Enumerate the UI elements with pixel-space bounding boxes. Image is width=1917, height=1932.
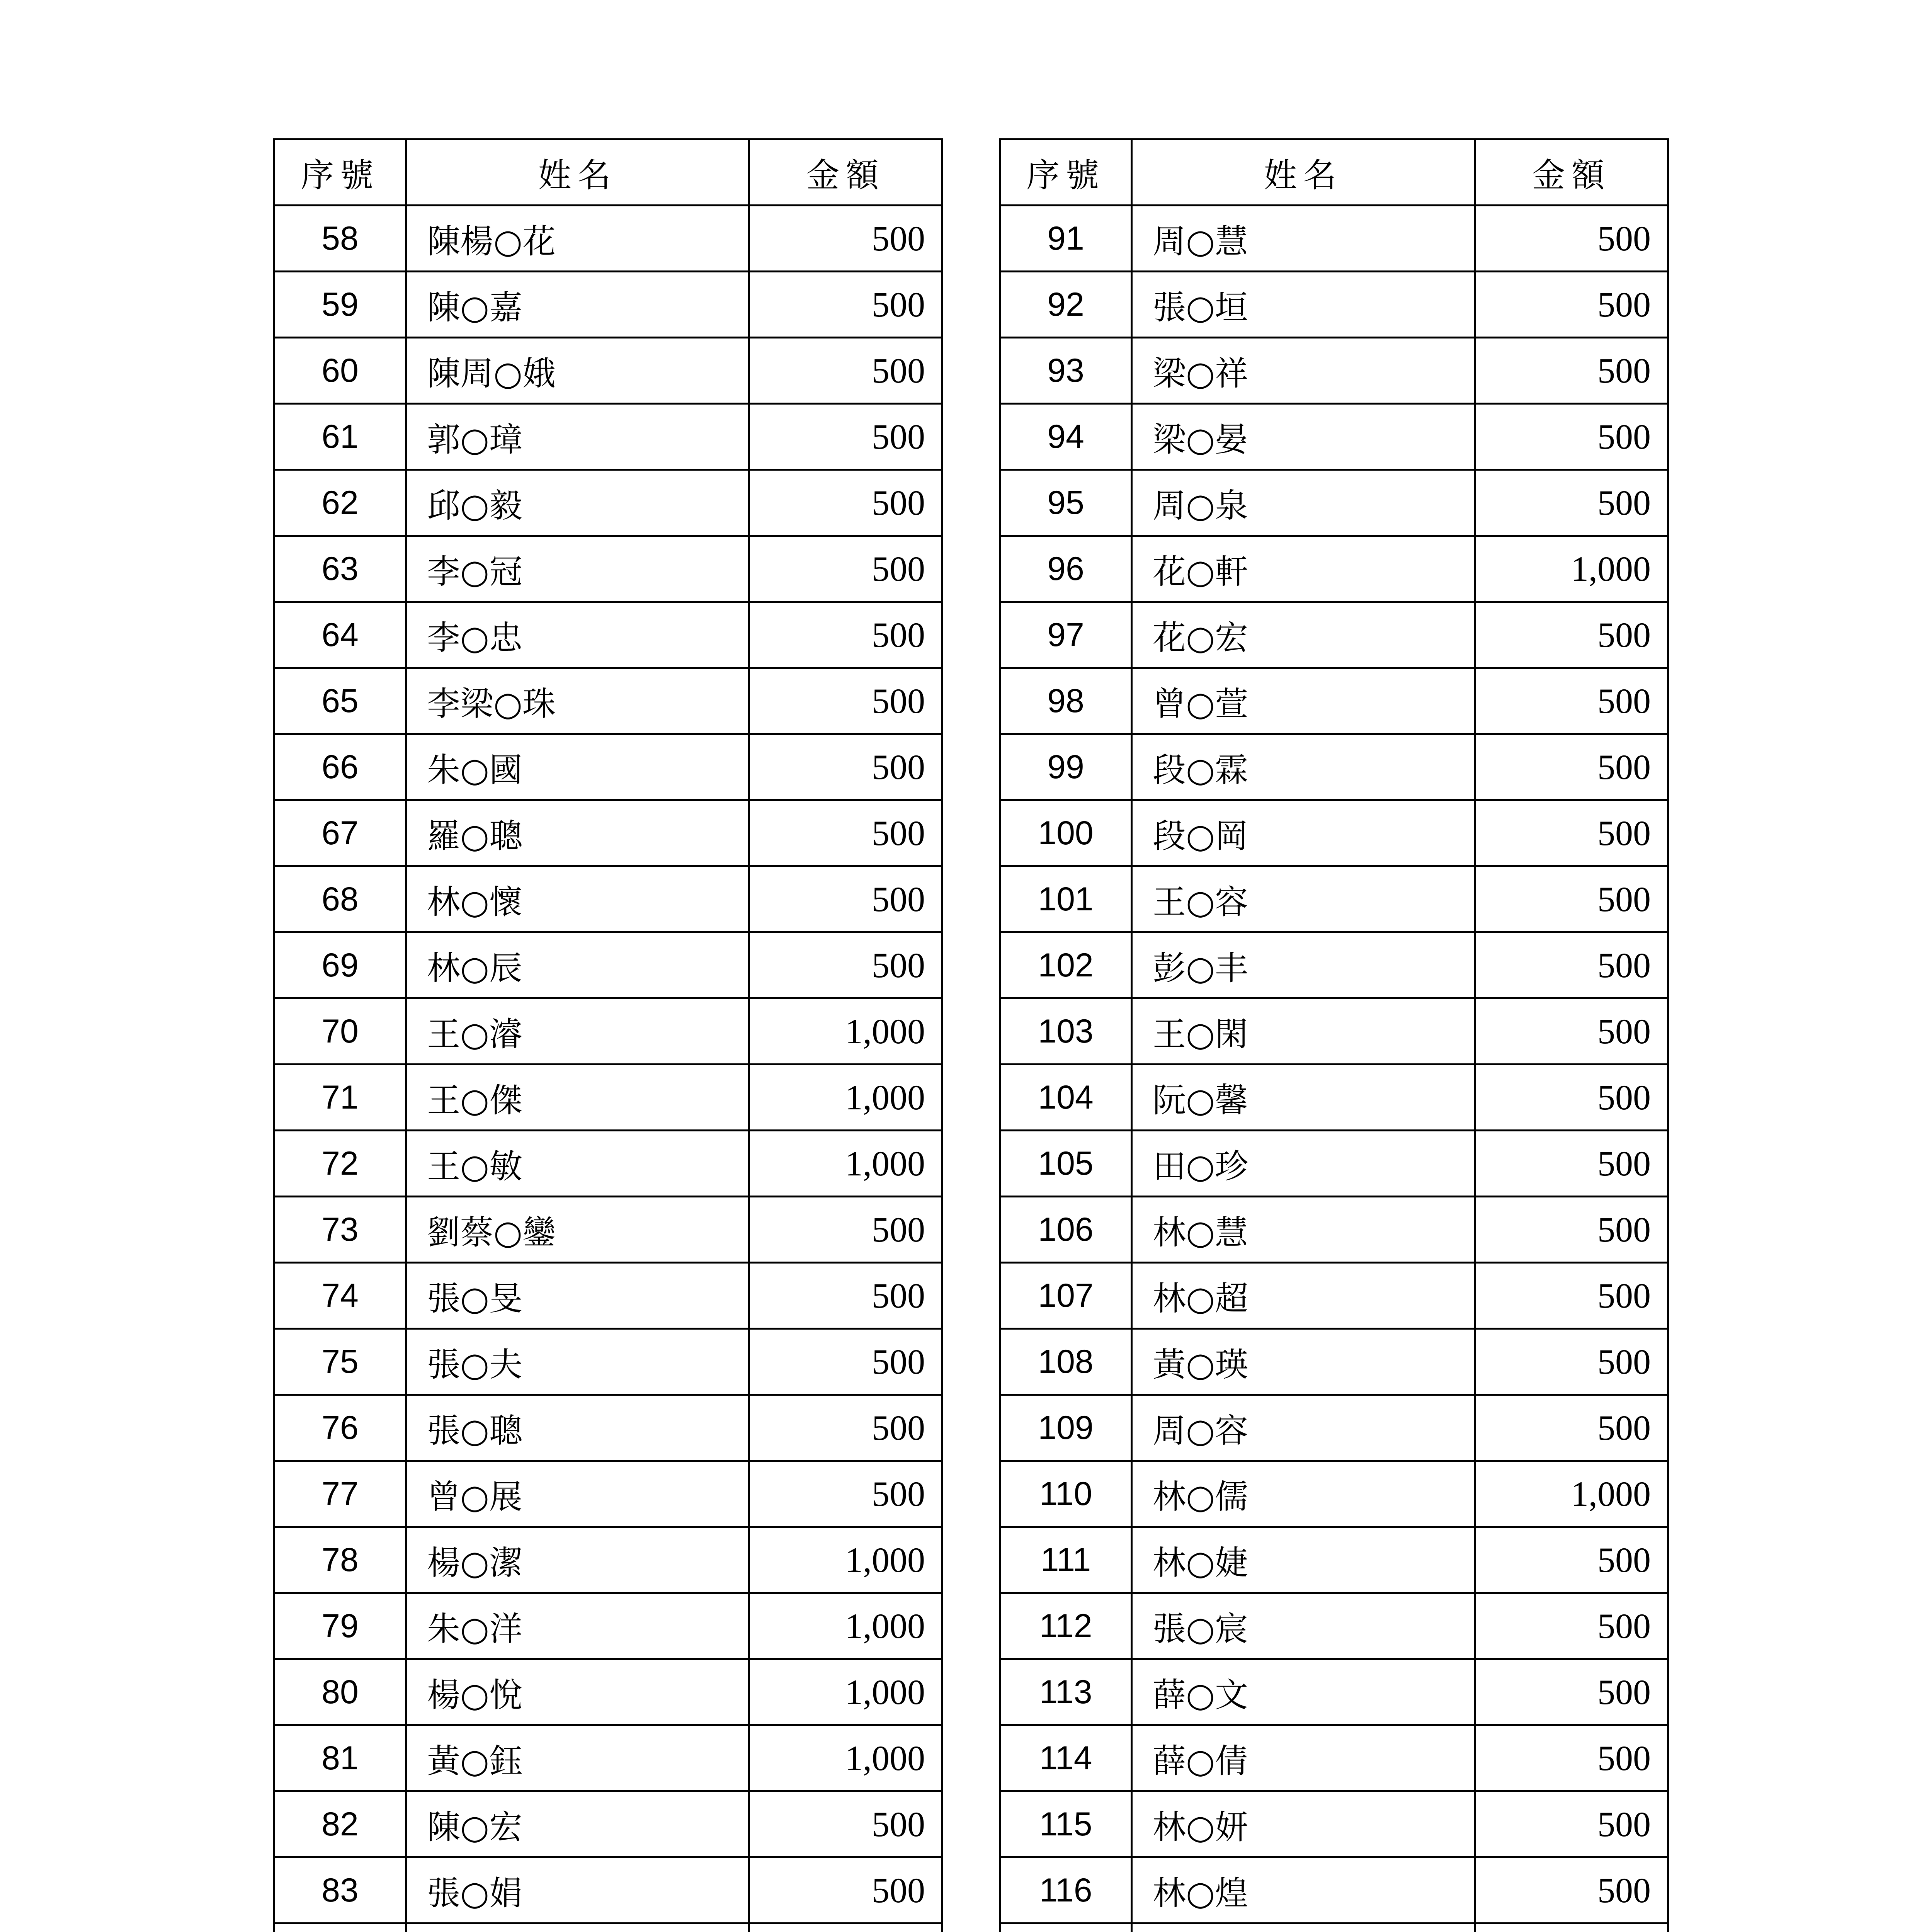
row-amount-cell: 500 bbox=[1475, 272, 1668, 338]
row-number-cell: 108 bbox=[1000, 1329, 1132, 1395]
row-name-cell: 林○超 bbox=[1132, 1263, 1475, 1329]
table-row bbox=[1000, 1461, 1668, 1527]
row-name-cell bbox=[1132, 1923, 1475, 1932]
row-amount-cell: 500 bbox=[749, 734, 942, 800]
row-number-cell: 82 bbox=[274, 1791, 406, 1857]
row-amount-cell: 500 bbox=[1475, 800, 1668, 866]
row-number-cell: 107 bbox=[1000, 1263, 1132, 1329]
table-row bbox=[274, 1725, 942, 1791]
row-name-cell: 王○容 bbox=[1132, 866, 1475, 932]
row-number-cell: 91 bbox=[1000, 206, 1132, 272]
row-amount-cell: 500 bbox=[749, 1461, 942, 1527]
row-number-cell: 111 bbox=[1000, 1527, 1132, 1593]
row-amount-cell: 500 bbox=[749, 536, 942, 602]
row-name-cell: 張○宸 bbox=[1132, 1593, 1475, 1659]
row-number-cell: 76 bbox=[274, 1395, 406, 1461]
table-row bbox=[274, 1395, 942, 1461]
row-amount-cell: 500 bbox=[1475, 1263, 1668, 1329]
row-amount-cell: 500 bbox=[1475, 1659, 1668, 1725]
table-row bbox=[274, 206, 942, 272]
row-number-cell: 74 bbox=[274, 1263, 406, 1329]
row-number-cell: 65 bbox=[274, 668, 406, 734]
row-number-cell: 106 bbox=[1000, 1197, 1132, 1263]
row-amount-cell bbox=[1475, 1923, 1668, 1932]
row-amount-cell: 500 bbox=[1475, 1791, 1668, 1857]
row-number-cell: 98 bbox=[1000, 668, 1132, 734]
header-name: 姓名 bbox=[406, 139, 749, 206]
row-name-cell: 林○煌 bbox=[1132, 1857, 1475, 1923]
table-row bbox=[274, 1329, 942, 1395]
table-row bbox=[274, 1461, 942, 1527]
row-amount-cell: 1,000 bbox=[749, 1725, 942, 1791]
row-amount-cell: 500 bbox=[1475, 1197, 1668, 1263]
table-row bbox=[1000, 602, 1668, 668]
row-amount-cell: 500 bbox=[1475, 338, 1668, 404]
row-amount-cell: 500 bbox=[1475, 602, 1668, 668]
row-name-cell: 王○傑 bbox=[406, 1065, 749, 1131]
row-amount-cell: 500 bbox=[749, 338, 942, 404]
row-name-cell: 曾○萱 bbox=[1132, 668, 1475, 734]
table-row bbox=[274, 1857, 942, 1923]
row-amount-cell: 1,000 bbox=[749, 1065, 942, 1131]
row-number-cell: 116 bbox=[1000, 1857, 1132, 1923]
row-name-cell: 楊○悅 bbox=[406, 1659, 749, 1725]
row-amount-cell: 500 bbox=[1475, 404, 1668, 470]
table-row bbox=[1000, 338, 1668, 404]
row-amount-cell: 500 bbox=[1475, 1395, 1668, 1461]
row-name-cell: 郭○璋 bbox=[406, 404, 749, 470]
table-row bbox=[274, 1527, 942, 1593]
row-amount-cell: 500 bbox=[749, 800, 942, 866]
row-name-cell: 黃○瑛 bbox=[1132, 1329, 1475, 1395]
row-amount-cell: 500 bbox=[749, 404, 942, 470]
row-number-cell: 100 bbox=[1000, 800, 1132, 866]
table-header-row bbox=[1000, 139, 1668, 206]
row-number-cell: 112 bbox=[1000, 1593, 1132, 1659]
table-row bbox=[274, 338, 942, 404]
row-name-cell: 張○聰 bbox=[406, 1395, 749, 1461]
row-name-cell: 段○岡 bbox=[1132, 800, 1475, 866]
row-number-cell: 115 bbox=[1000, 1791, 1132, 1857]
row-number-cell: 94 bbox=[1000, 404, 1132, 470]
row-number-cell: 114 bbox=[1000, 1725, 1132, 1791]
row-amount-cell: 500 bbox=[1475, 470, 1668, 536]
row-amount-cell: 1,000 bbox=[1475, 536, 1668, 602]
table-row bbox=[274, 1065, 942, 1131]
row-number-cell bbox=[274, 1923, 406, 1932]
row-amount-cell: 500 bbox=[1475, 1065, 1668, 1131]
table-row bbox=[1000, 1593, 1668, 1659]
row-number-cell: 93 bbox=[1000, 338, 1132, 404]
table-row bbox=[1000, 1395, 1668, 1461]
row-number-cell: 109 bbox=[1000, 1395, 1132, 1461]
table-row bbox=[274, 800, 942, 866]
table-row bbox=[1000, 932, 1668, 998]
row-number-cell: 79 bbox=[274, 1593, 406, 1659]
row-name-cell: 林○辰 bbox=[406, 932, 749, 998]
row-amount-cell: 1,000 bbox=[749, 1131, 942, 1197]
table-row bbox=[1000, 272, 1668, 338]
donation-table-left bbox=[273, 138, 943, 1932]
row-number-cell: 66 bbox=[274, 734, 406, 800]
table-row bbox=[1000, 1791, 1668, 1857]
row-name-cell: 邱○毅 bbox=[406, 470, 749, 536]
donation-table-right bbox=[999, 138, 1669, 1932]
row-name-cell: 劉蔡○鑾 bbox=[406, 1197, 749, 1263]
table-row bbox=[1000, 404, 1668, 470]
table-row bbox=[1000, 536, 1668, 602]
header-amount: 金額 bbox=[1475, 139, 1668, 206]
row-name-cell: 陳○宏 bbox=[406, 1791, 749, 1857]
row-name-cell: 王○敏 bbox=[406, 1131, 749, 1197]
row-name-cell: 李○冠 bbox=[406, 536, 749, 602]
table-row bbox=[1000, 1527, 1668, 1593]
row-name-cell: 段○霖 bbox=[1132, 734, 1475, 800]
row-number-cell: 64 bbox=[274, 602, 406, 668]
row-number-cell: 59 bbox=[274, 272, 406, 338]
row-amount-cell: 1,000 bbox=[749, 1659, 942, 1725]
row-number-cell: 80 bbox=[274, 1659, 406, 1725]
row-number-cell bbox=[1000, 1923, 1132, 1932]
row-amount-cell: 500 bbox=[1475, 206, 1668, 272]
row-number-cell: 75 bbox=[274, 1329, 406, 1395]
row-name-cell: 張○娟 bbox=[406, 1857, 749, 1923]
row-number-cell: 96 bbox=[1000, 536, 1132, 602]
row-amount-cell: 500 bbox=[1475, 734, 1668, 800]
row-amount-cell: 500 bbox=[749, 932, 942, 998]
row-name-cell: 張○旻 bbox=[406, 1263, 749, 1329]
row-number-cell: 63 bbox=[274, 536, 406, 602]
row-amount-cell: 1,000 bbox=[749, 1593, 942, 1659]
row-amount-cell: 500 bbox=[1475, 1725, 1668, 1791]
table-row bbox=[1000, 734, 1668, 800]
table-row bbox=[274, 470, 942, 536]
row-amount-cell: 500 bbox=[1475, 866, 1668, 932]
row-name-cell: 阮○馨 bbox=[1132, 1065, 1475, 1131]
table-header-row bbox=[274, 139, 942, 206]
table-row bbox=[274, 932, 942, 998]
row-amount-cell: 500 bbox=[749, 1329, 942, 1395]
row-name-cell: 梁○晏 bbox=[1132, 404, 1475, 470]
table-body bbox=[274, 206, 942, 1932]
row-name-cell: 田○珍 bbox=[1132, 1131, 1475, 1197]
row-number-cell: 70 bbox=[274, 998, 406, 1065]
row-amount-cell: 500 bbox=[749, 272, 942, 338]
row-name-cell: 張○夫 bbox=[406, 1329, 749, 1395]
row-number-cell: 110 bbox=[1000, 1461, 1132, 1527]
header-number: 序號 bbox=[1000, 139, 1132, 206]
row-amount-cell: 1,000 bbox=[1475, 1461, 1668, 1527]
row-name-cell: 林○懷 bbox=[406, 866, 749, 932]
row-amount-cell: 500 bbox=[1475, 1329, 1668, 1395]
row-name-cell: 花○軒 bbox=[1132, 536, 1475, 602]
row-name-cell: 李梁○珠 bbox=[406, 668, 749, 734]
table-row bbox=[1000, 1857, 1668, 1923]
row-name-cell: 林○慧 bbox=[1132, 1197, 1475, 1263]
table-row bbox=[1000, 1263, 1668, 1329]
row-number-cell: 113 bbox=[1000, 1659, 1132, 1725]
row-name-cell: 陳○嘉 bbox=[406, 272, 749, 338]
row-amount-cell bbox=[749, 1923, 942, 1932]
row-amount-cell: 500 bbox=[749, 1395, 942, 1461]
row-number-cell: 95 bbox=[1000, 470, 1132, 536]
row-amount-cell: 500 bbox=[1475, 1857, 1668, 1923]
row-name-cell: 王○濬 bbox=[406, 998, 749, 1065]
row-name-cell: 羅○聰 bbox=[406, 800, 749, 866]
header-name: 姓名 bbox=[1132, 139, 1475, 206]
row-number-cell: 102 bbox=[1000, 932, 1132, 998]
table-row bbox=[274, 734, 942, 800]
row-amount-cell: 500 bbox=[1475, 1131, 1668, 1197]
table-row bbox=[274, 1263, 942, 1329]
row-number-cell: 78 bbox=[274, 1527, 406, 1593]
table-row bbox=[1000, 866, 1668, 932]
row-name-cell: 周○泉 bbox=[1132, 470, 1475, 536]
row-number-cell: 58 bbox=[274, 206, 406, 272]
table-row bbox=[1000, 206, 1668, 272]
table-row bbox=[274, 1791, 942, 1857]
row-name-cell: 周○慧 bbox=[1132, 206, 1475, 272]
row-name-cell: 花○宏 bbox=[1132, 602, 1475, 668]
table-row bbox=[274, 1923, 942, 1932]
table-row bbox=[274, 404, 942, 470]
table-row bbox=[274, 866, 942, 932]
row-number-cell: 62 bbox=[274, 470, 406, 536]
table-row bbox=[274, 1593, 942, 1659]
table-row bbox=[274, 602, 942, 668]
row-name-cell: 林○儒 bbox=[1132, 1461, 1475, 1527]
row-name-cell: 梁○祥 bbox=[1132, 338, 1475, 404]
row-amount-cell: 500 bbox=[1475, 1527, 1668, 1593]
row-amount-cell: 500 bbox=[749, 1197, 942, 1263]
row-number-cell: 67 bbox=[274, 800, 406, 866]
row-amount-cell: 1,000 bbox=[749, 1527, 942, 1593]
row-name-cell: 黃○鈺 bbox=[406, 1725, 749, 1791]
row-number-cell: 69 bbox=[274, 932, 406, 998]
table-row bbox=[1000, 1659, 1668, 1725]
row-name-cell: 朱○國 bbox=[406, 734, 749, 800]
row-number-cell: 83 bbox=[274, 1857, 406, 1923]
row-number-cell: 99 bbox=[1000, 734, 1132, 800]
row-name-cell: 周○容 bbox=[1132, 1395, 1475, 1461]
row-name-cell: 彭○丰 bbox=[1132, 932, 1475, 998]
row-number-cell: 97 bbox=[1000, 602, 1132, 668]
row-number-cell: 104 bbox=[1000, 1065, 1132, 1131]
row-number-cell: 103 bbox=[1000, 998, 1132, 1065]
row-amount-cell: 500 bbox=[749, 1791, 942, 1857]
row-name-cell: 張○垣 bbox=[1132, 272, 1475, 338]
table-row bbox=[274, 668, 942, 734]
row-number-cell: 60 bbox=[274, 338, 406, 404]
table-row bbox=[1000, 1131, 1668, 1197]
table-body bbox=[1000, 206, 1668, 1932]
row-amount-cell: 500 bbox=[1475, 668, 1668, 734]
table-row bbox=[274, 1197, 942, 1263]
row-amount-cell: 500 bbox=[749, 470, 942, 536]
table-row bbox=[1000, 1197, 1668, 1263]
table-row bbox=[1000, 1725, 1668, 1791]
table-row bbox=[274, 1131, 942, 1197]
table-row bbox=[274, 272, 942, 338]
row-number-cell: 77 bbox=[274, 1461, 406, 1527]
row-name-cell bbox=[406, 1923, 749, 1932]
row-amount-cell: 500 bbox=[749, 1857, 942, 1923]
row-amount-cell: 1,000 bbox=[749, 998, 942, 1065]
table-row bbox=[1000, 668, 1668, 734]
row-number-cell: 71 bbox=[274, 1065, 406, 1131]
row-number-cell: 72 bbox=[274, 1131, 406, 1197]
row-name-cell: 曾○展 bbox=[406, 1461, 749, 1527]
row-amount-cell: 500 bbox=[749, 602, 942, 668]
row-name-cell: 朱○洋 bbox=[406, 1593, 749, 1659]
row-name-cell: 林○妍 bbox=[1132, 1791, 1475, 1857]
row-number-cell: 101 bbox=[1000, 866, 1132, 932]
table-row bbox=[1000, 1923, 1668, 1932]
row-number-cell: 61 bbox=[274, 404, 406, 470]
row-number-cell: 92 bbox=[1000, 272, 1132, 338]
table-row bbox=[1000, 1329, 1668, 1395]
row-number-cell: 81 bbox=[274, 1725, 406, 1791]
row-amount-cell: 500 bbox=[749, 1263, 942, 1329]
row-amount-cell: 500 bbox=[1475, 1593, 1668, 1659]
table-row bbox=[1000, 998, 1668, 1065]
row-name-cell: 陳楊○花 bbox=[406, 206, 749, 272]
row-number-cell: 73 bbox=[274, 1197, 406, 1263]
table-row bbox=[274, 1659, 942, 1725]
table-row bbox=[1000, 470, 1668, 536]
row-amount-cell: 500 bbox=[1475, 998, 1668, 1065]
header-number: 序號 bbox=[274, 139, 406, 206]
row-name-cell: 陳周○娥 bbox=[406, 338, 749, 404]
header-amount: 金額 bbox=[749, 139, 942, 206]
table-row bbox=[274, 536, 942, 602]
row-name-cell: 林○婕 bbox=[1132, 1527, 1475, 1593]
row-name-cell: 王○閑 bbox=[1132, 998, 1475, 1065]
row-amount-cell: 500 bbox=[749, 206, 942, 272]
row-number-cell: 105 bbox=[1000, 1131, 1132, 1197]
row-amount-cell: 500 bbox=[749, 866, 942, 932]
row-number-cell: 68 bbox=[274, 866, 406, 932]
table-row bbox=[1000, 1065, 1668, 1131]
row-amount-cell: 500 bbox=[1475, 932, 1668, 998]
table-row bbox=[1000, 800, 1668, 866]
row-name-cell: 楊○潔 bbox=[406, 1527, 749, 1593]
row-name-cell: 薛○倩 bbox=[1132, 1725, 1475, 1791]
row-name-cell: 薛○文 bbox=[1132, 1659, 1475, 1725]
row-name-cell: 李○忠 bbox=[406, 602, 749, 668]
row-amount-cell: 500 bbox=[749, 668, 942, 734]
table-row bbox=[274, 998, 942, 1065]
